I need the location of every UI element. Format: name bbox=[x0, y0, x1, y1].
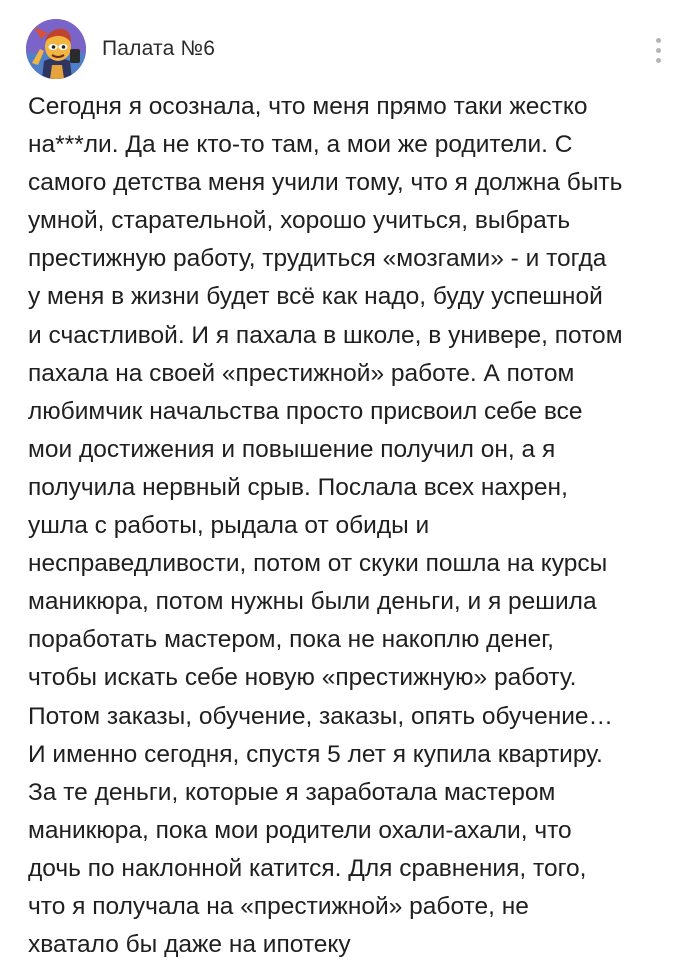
post-text-line: поработать мастером, пока не накоплю денег, bbox=[28, 626, 554, 654]
post-text-line: маникюра, потом нужны были деньги, и я решила bbox=[28, 588, 597, 616]
author-avatar[interactable] bbox=[26, 19, 86, 79]
post-text-line: что я получала на «престижной» работе, не bbox=[28, 892, 529, 920]
post-header bbox=[26, 18, 674, 80]
post-text-line: пахала на своей «престижной» работе. А потом bbox=[28, 359, 575, 387]
post-text-line: маникюра, пока мои родители охали-ахали, что bbox=[28, 816, 572, 844]
post-text-line: самого детства меня учили тому, что я должна быть bbox=[28, 169, 623, 197]
post-text-line: хватало бы даже на ипотеку bbox=[28, 931, 351, 959]
more-options-button[interactable] bbox=[646, 30, 670, 70]
post-text-line: умной, старательной, хорошо учиться, выбрать bbox=[28, 207, 571, 235]
post-text bbox=[28, 88, 678, 964]
post-text-line: чтобы искать себе новую «престижную» работу. bbox=[28, 664, 577, 692]
avatar-image bbox=[26, 19, 86, 79]
post-text-line: несправедливости, потом от скуки пошла на курсы bbox=[28, 550, 608, 578]
post-text-line: За те деньги, которые я заработала мастером bbox=[28, 778, 556, 806]
post-text-line: И именно сегодня, спустя 5 лет я купила квартиру. bbox=[28, 740, 603, 768]
author-name[interactable]: Палата №6 bbox=[102, 37, 216, 60]
post-text-line: Потом заказы, обучение, заказы, опять обучение… bbox=[28, 702, 614, 730]
post-text-line: престижную работу, трудиться «мозгами» - и тогда bbox=[28, 245, 607, 273]
post-text-line: у меня в жизни будет всё как надо, буду успешной bbox=[28, 283, 603, 311]
post-text-line: Сегодня я осознала, что меня прямо таки жестко bbox=[28, 93, 588, 120]
post-text-line: и счастливой. И я пахала в школе, в универе, потом bbox=[28, 321, 623, 349]
vertical-dots-icon bbox=[656, 48, 661, 53]
post-text-line: дочь по наклонной катится. Для сравнения, того, bbox=[28, 854, 587, 882]
post-text-line: получила нервный срыв. Послала всех нахрен, bbox=[28, 473, 568, 501]
vertical-dots-icon bbox=[656, 38, 661, 43]
post-text-line: любимчик начальства просто присвоил себе все bbox=[28, 397, 583, 425]
post-text-line: на***ли. Да не кто-то там, а мои же родители. С bbox=[28, 131, 573, 159]
post-text-line: ушла с работы, рыдала от обиды и bbox=[28, 512, 430, 540]
post-text-line: мои достижения и повышение получил он, а я bbox=[28, 435, 556, 463]
vertical-dots-icon bbox=[656, 58, 661, 63]
